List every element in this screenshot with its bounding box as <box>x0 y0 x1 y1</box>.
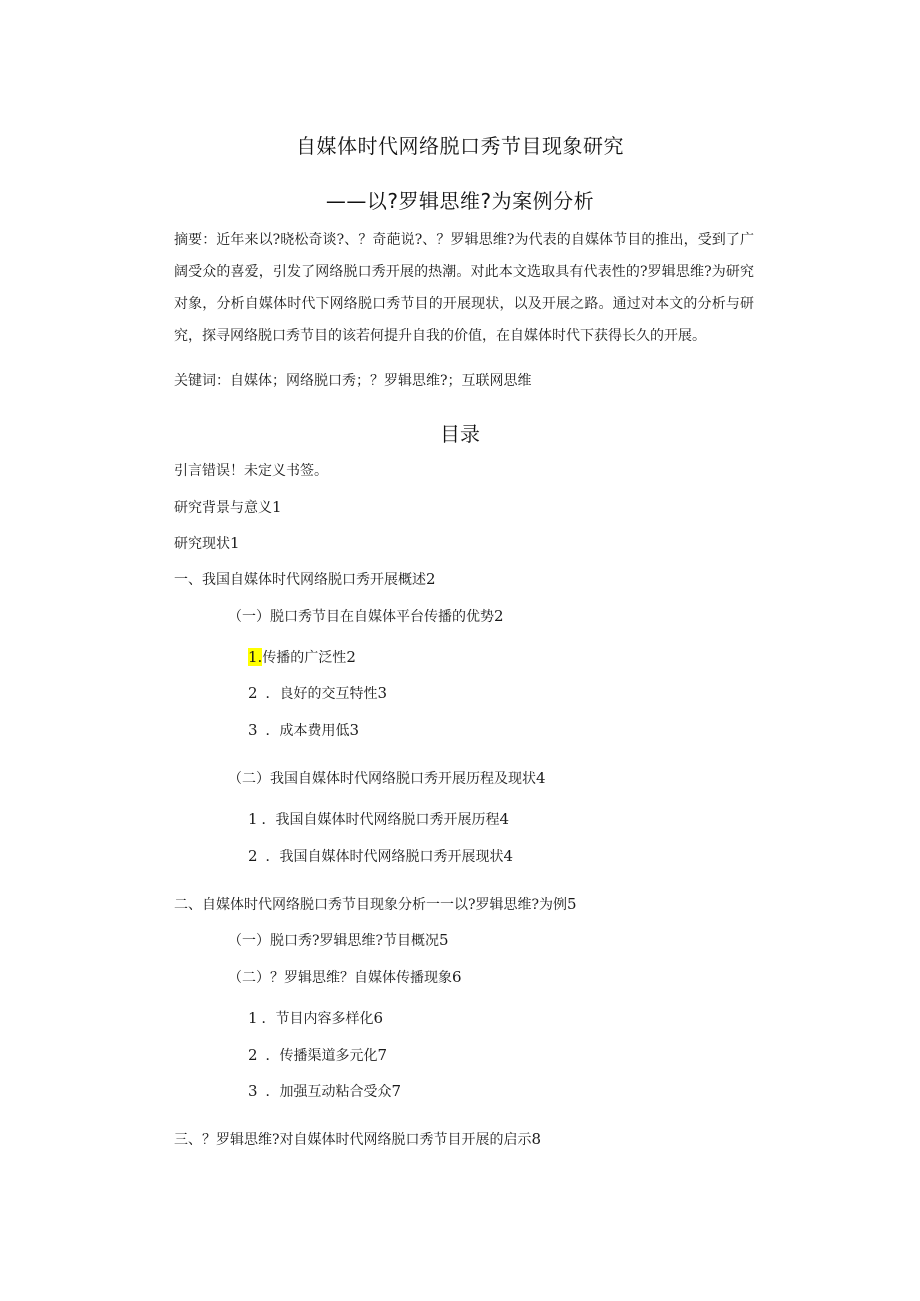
toc-entry-chapter-3[interactable] <box>174 1129 541 1149</box>
toc-item-number: 2 <box>248 684 258 702</box>
toc-item-number: 3 <box>248 721 258 739</box>
abstract-paragraph: 摘要：近年来以?晓松奇谈?、？奇葩说?、？罗辑思维?为代表的自媒体节目的推出，受到了广阔受众的喜爱，引发了网络脱口秀开展的热潮。对此本文选取具有代表性的?罗辑思维?为研究对象，分析自媒体时代下网络脱口秀节目的开展现状，以及开展之路。通过对本文的分析与研究，探寻网络脱口秀节目的该若何提升自我的价值，在自媒体时代下获得长久的开展。 <box>174 232 754 344</box>
toc-page-number: 4 <box>499 810 510 828</box>
toc-entry-text: ．节目内容多样化 <box>261 1011 374 1027</box>
toc-page-number: 1 <box>272 498 282 516</box>
toc-entry-1-2-1[interactable] <box>248 809 509 829</box>
toc-entry-text: ．我国自媒体时代网络脱口秀开展现状 <box>265 849 504 865</box>
toc-entry-text: 研究现状 <box>174 536 230 552</box>
document-subtitle: ——以?罗辑思维?为案例分析 <box>325 189 595 213</box>
toc-item-number: 2 <box>248 1046 258 1064</box>
toc-entry-text: （二）我国自媒体时代网络脱口秀开展历程及现状 <box>228 771 536 787</box>
toc-entry-1-1-1[interactable] <box>248 647 356 667</box>
toc-entry-section-2-1[interactable] <box>228 930 449 950</box>
keywords-line: 关键词：自媒体；网络脱口秀；？罗辑思维?；互联网思维 <box>174 373 532 389</box>
toc-page-number: 2 <box>426 570 436 588</box>
toc-page-number: 2 <box>346 648 356 666</box>
toc-entry-background[interactable] <box>174 497 282 517</box>
toc-page-number: 3 <box>349 721 360 739</box>
toc-page-number: 5 <box>439 931 449 949</box>
toc-entry-text: （一）脱口秀节目在自媒体平台传播的优势 <box>228 609 494 625</box>
toc-page-number: 1 <box>230 534 240 552</box>
highlighted-item-number: 1. <box>248 648 263 666</box>
toc-entry-section-1-2[interactable] <box>228 768 546 788</box>
toc-entry-text: ．传播渠道多元化 <box>265 1048 378 1064</box>
toc-item-number: 1 <box>248 1009 258 1027</box>
toc-entry-text: 二、自媒体时代网络脱口秀节目现象分析一一以?罗辑思维?为例 <box>174 897 568 913</box>
toc-entry-1-2-2[interactable] <box>248 846 513 866</box>
toc-item-number: 3 <box>248 1082 258 1100</box>
toc-entry-section-2-2[interactable] <box>228 967 462 987</box>
toc-entry-section-1-1[interactable] <box>228 606 504 626</box>
toc-page-number: 6 <box>373 1009 384 1027</box>
toc-heading: 目录 <box>440 422 480 446</box>
toc-page-number: 2 <box>494 607 504 625</box>
toc-entry-1-1-2[interactable] <box>248 683 387 703</box>
toc-entry-chapter-2[interactable] <box>174 894 577 914</box>
toc-page-number: 6 <box>452 968 462 986</box>
toc-entry-text: ．我国自媒体时代网络脱口秀开展历程 <box>261 812 500 828</box>
toc-entry-text: ．良好的交互特性 <box>265 686 378 702</box>
toc-page-number: 5 <box>567 895 577 913</box>
toc-page-number: 4 <box>536 769 546 787</box>
toc-entry-text: 传播的广泛性 <box>262 650 347 666</box>
toc-entry-2-2-2[interactable] <box>248 1045 387 1065</box>
toc-entry-text: （一）脱口秀?罗辑思维?节目概况 <box>228 933 440 949</box>
toc-page-number: 7 <box>391 1082 402 1100</box>
toc-entry-status[interactable] <box>174 533 240 553</box>
toc-entry-text: 一、我国自媒体时代网络脱口秀开展概述 <box>174 572 426 588</box>
toc-entry-text: （二）？罗辑思维？自媒体传播现象 <box>228 970 452 986</box>
toc-item-number: 1 <box>248 810 258 828</box>
toc-entry-chapter-1[interactable] <box>174 569 436 589</box>
document-title: 自媒体时代网络脱口秀节目现象研究 <box>296 134 624 158</box>
toc-item-number: 2 <box>248 847 258 865</box>
toc-entry-2-2-1[interactable] <box>248 1008 383 1028</box>
toc-entry-text: 研究背景与意义 <box>174 500 272 516</box>
toc-page-number: 7 <box>377 1046 388 1064</box>
toc-entry-text: ．成本费用低 <box>265 723 350 739</box>
toc-page-number: 4 <box>503 847 514 865</box>
toc-page-number: 3 <box>377 684 388 702</box>
toc-entry-text: ．加强互动粘合受众 <box>265 1084 392 1100</box>
toc-entry-text: 引言错误！未定义书签。 <box>174 463 328 479</box>
toc-entry-1-1-3[interactable] <box>248 720 359 740</box>
toc-entry-2-2-3[interactable] <box>248 1081 401 1101</box>
toc-entry-introduction[interactable] <box>174 460 328 480</box>
toc-page-number: 8 <box>531 1130 542 1148</box>
toc-entry-text: 三、？罗辑思维?对自媒体时代网络脱口秀节目开展的启示 <box>174 1132 532 1148</box>
